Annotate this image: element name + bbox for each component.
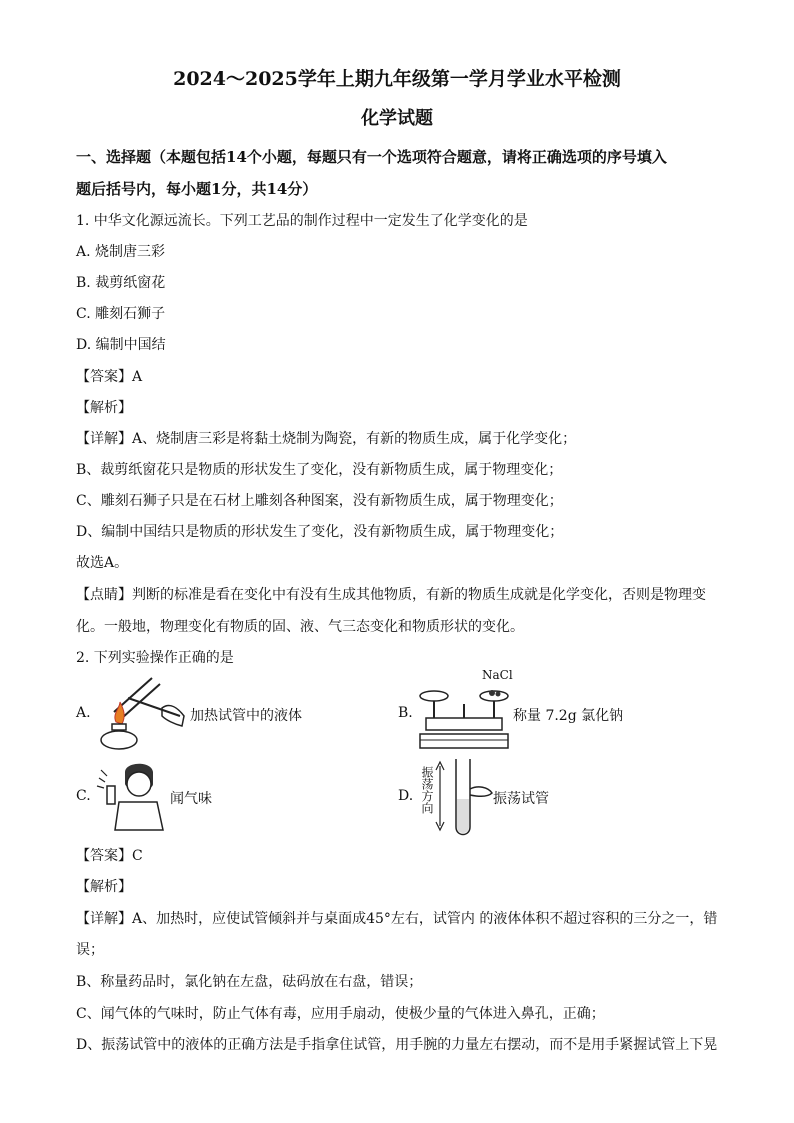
q1-comment-line2: 化。一般地，物理变化有物质的固、液、气三态变化和物质形状的变化。 — [76, 619, 524, 635]
q2-option-a-caption: 加热试管中的液体 — [190, 708, 302, 724]
q2-detail-line: D、振荡试管中的液体的正确方法是手指拿住试管，用手腕的力量左右摆动，而不是用手紧握试管上下晃 — [76, 1037, 718, 1053]
q2-option-a-label: A. — [76, 705, 91, 721]
q2-analysis-label: 【解析】 — [76, 879, 132, 895]
q2-stem: 2. 下列实验操作正确的是 — [76, 650, 234, 666]
q1-comment-line1: 【点睛】判断的标准是看在变化中有没有生成其他物质，有新的物质生成就是化学变化，否则是物理变 — [76, 587, 706, 603]
nacl-label: NaCl — [482, 668, 513, 682]
q2-detail-line: 误； — [76, 942, 104, 958]
q2-detail-line: B、称量药品时，氯化钠在左盘，砝码放在右盘，错误； — [76, 974, 423, 990]
q1-detail-line: C、雕刻石狮子只是在石材上雕刻各种图案，没有新物质生成，属于物理变化； — [76, 493, 563, 509]
section-heading-line1: 一、选择题（本题包括14个小题，每题只有一个选项符合题意，请将正确选项的序号填入 — [76, 148, 667, 166]
q1-option-a: A. 烧制唐三彩 — [76, 244, 166, 260]
section-heading-line2: 题后括号内，每小题1分，共14分） — [76, 180, 318, 198]
q2-detail-line: 【详解】A、加热时，应使试管倾斜并与桌面成45°左右，试管内 的液体体积不超过容积的三分之一，错 — [76, 911, 718, 927]
test-tube-shaking-diagram — [450, 755, 494, 839]
q1-detail-line: D、编制中国结只是物质的形状发生了变化，没有新物质生成，属于物理变化； — [76, 524, 564, 540]
balance-scale-diagram — [418, 684, 510, 754]
q1-analysis-label: 【解析】 — [76, 400, 132, 416]
q2-detail-line: C、闻气体的气味时，防止气体有毒，应用手扇动，使极少量的气体进入鼻孔，正确； — [76, 1006, 605, 1022]
q1-stem: 1. 中华文化源远流长。下列工艺品的制作过程中一定发生了化学变化的是 — [76, 213, 528, 229]
q1-detail-line: 【详解】A、烧制唐三彩是将黏土烧制为陶瓷，有新的物质生成，属于化学变化； — [76, 431, 577, 447]
q1-detail-line: 故选A。 — [76, 555, 129, 571]
q2-option-b-caption: 称量 7.2g 氯化钠 — [513, 708, 624, 724]
q1-detail-line: B、裁剪纸窗花只是物质的形状发生了变化，没有新物质生成，属于物理变化； — [76, 462, 563, 478]
q2-option-d-label: D. — [398, 788, 414, 804]
exam-subject-title: 化学试题 — [361, 108, 433, 129]
shake-direction-arrow — [434, 760, 446, 832]
q2-option-c-caption: 闻气味 — [170, 791, 212, 807]
q1-option-b: B. 裁剪纸窗花 — [76, 275, 166, 291]
q2-answer: 【答案】C — [76, 848, 143, 864]
smelling-gas-diagram — [95, 758, 171, 832]
q2-option-c-label: C. — [76, 788, 91, 804]
exam-title: 2024～2025学年上期九年级第一学月学业水平检测 — [173, 68, 621, 90]
heating-test-tube-diagram — [92, 672, 192, 752]
q1-option-c: C. 雕刻石狮子 — [76, 306, 166, 322]
shake-direction-text: 振荡方向 — [420, 766, 434, 814]
q2-option-d-caption: 振荡试管 — [493, 791, 549, 807]
q1-option-d: D. 编制中国结 — [76, 337, 166, 353]
q2-option-b-label: B. — [398, 705, 413, 721]
q1-answer: 【答案】A — [76, 369, 143, 385]
